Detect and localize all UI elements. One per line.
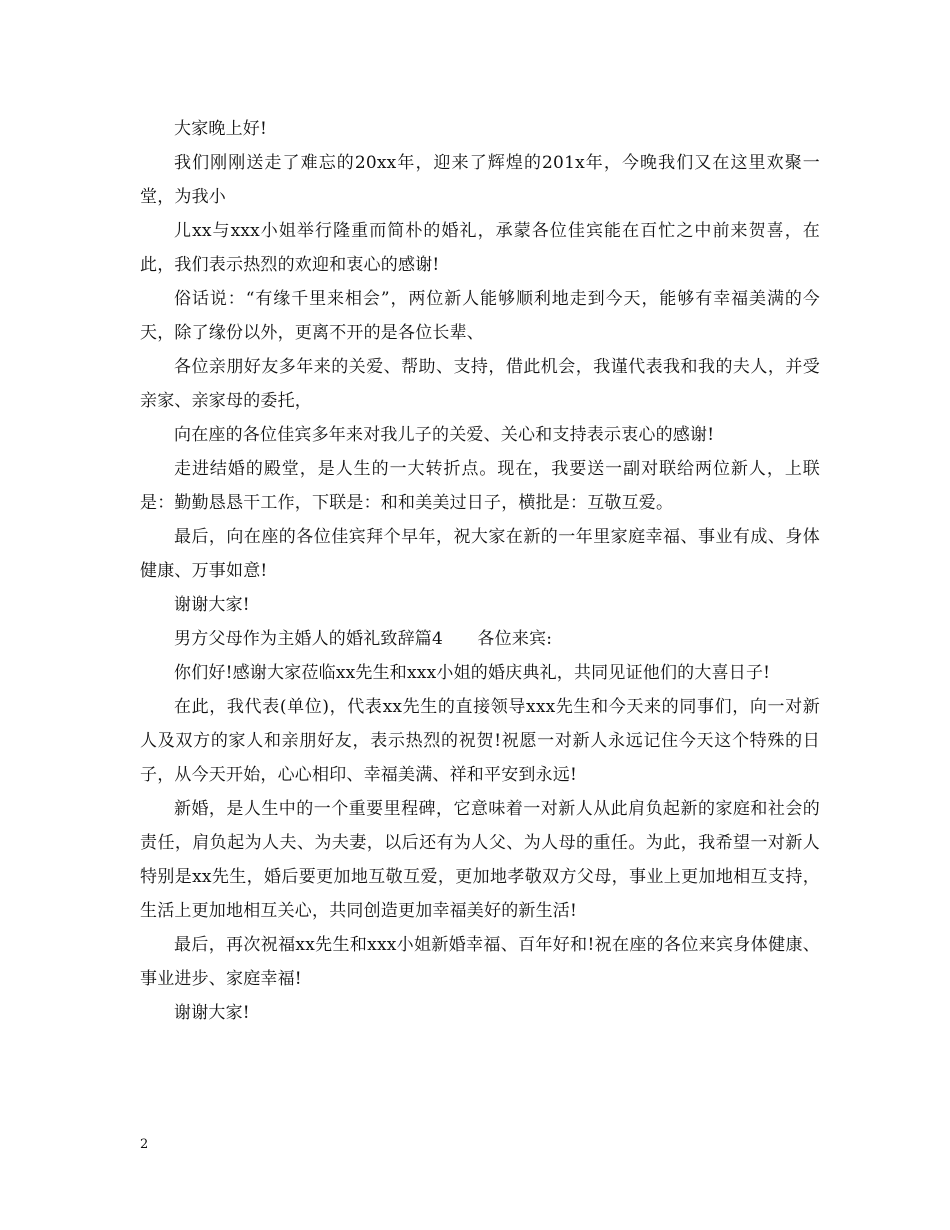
paragraph-proverb: 俗话说：“有缘千里来相会”，两位新人能够顺利地走到今天，能够有幸福美满的今天，除了缘份以外，更离不开的是各位长辈、: [140, 289, 820, 343]
paragraph-final-blessing: 最后，再次祝福xx先生和xxx小姐新婚幸福、百年好和!祝在座的各位来宾身体健康、事业进步、家庭幸福!: [140, 935, 820, 989]
paragraph-thanks-family: 各位亲朋好友多年来的关爱、帮助、支持，借此机会，我谨代表我和我的夫人，并受亲家、亲家母的委托，: [140, 357, 820, 411]
paragraph-blessing: 最后，向在座的各位佳宾拜个早年，祝大家在新的一年里家庭幸福、事业有成、身体健康、万事如意!: [140, 527, 820, 581]
paragraph-thanks-guests: 向在座的各位佳宾多年来对我儿子的关爱、关心和支持表示衷心的感谢!: [174, 425, 715, 445]
paragraph-section-heading: 男方父母作为主婚人的婚礼致辞篇4 各位来宾:: [174, 629, 553, 649]
paragraph-milestone: 新婚，是人生中的一个重要里程碑，它意味着一对新人从此肩负起新的家庭和社会的责任，肩负起为人夫、为夫妻，以后还有为人父、为人母的重任。为此，我希望一对新人特别是xx先生，婚后要更加地互敬互爱，更加地孝敬双方父母，事业上更加地相互支持，生活上更加地相互关心，共同创造更加幸福美好的新生活!: [140, 799, 820, 921]
paragraph-congratulations: 在此，我代表(单位)，代表xx先生的直接领导xxx先生和今天来的同事们，向一对新人及双方的家人和亲朋好友，表示热烈的祝贺!祝愿一对新人永远记住今天这个特殊的日子，从今天开始，心心相印、幸福美满、祥和平安到永远!: [140, 697, 820, 785]
paragraph-wedding-intro: 儿xx与xxx小姐举行隆重而简朴的婚礼，承蒙各位佳宾能在百忙之中前来贺喜，在此，我们表示热烈的欢迎和衷心的感谢!: [140, 221, 820, 275]
paragraph-welcome: 你们好!感谢大家莅临xx先生和xxx小姐的婚庆典礼，共同见证他们的大喜日子!: [174, 663, 771, 683]
paragraph-opening: 我们刚刚送走了难忘的20xx年，迎来了辉煌的201x年，今晚我们又在这里欢聚一堂，为我小: [140, 153, 820, 207]
document-body: [140, 112, 820, 1030]
page-number: 2: [140, 1137, 149, 1152]
paragraph-closing-thanks: 谢谢大家!: [174, 1003, 250, 1023]
paragraph-couplet: 走进结婚的殿堂，是人生的一大转折点。现在，我要送一副对联给两位新人，上联是：勤勤恳恳干工作，下联是：和和美美过日子，横批是：互敬互爱。: [140, 459, 820, 513]
paragraph-thank-you: 谢谢大家!: [174, 595, 250, 615]
paragraph-greeting: 大家晚上好!: [174, 119, 268, 139]
